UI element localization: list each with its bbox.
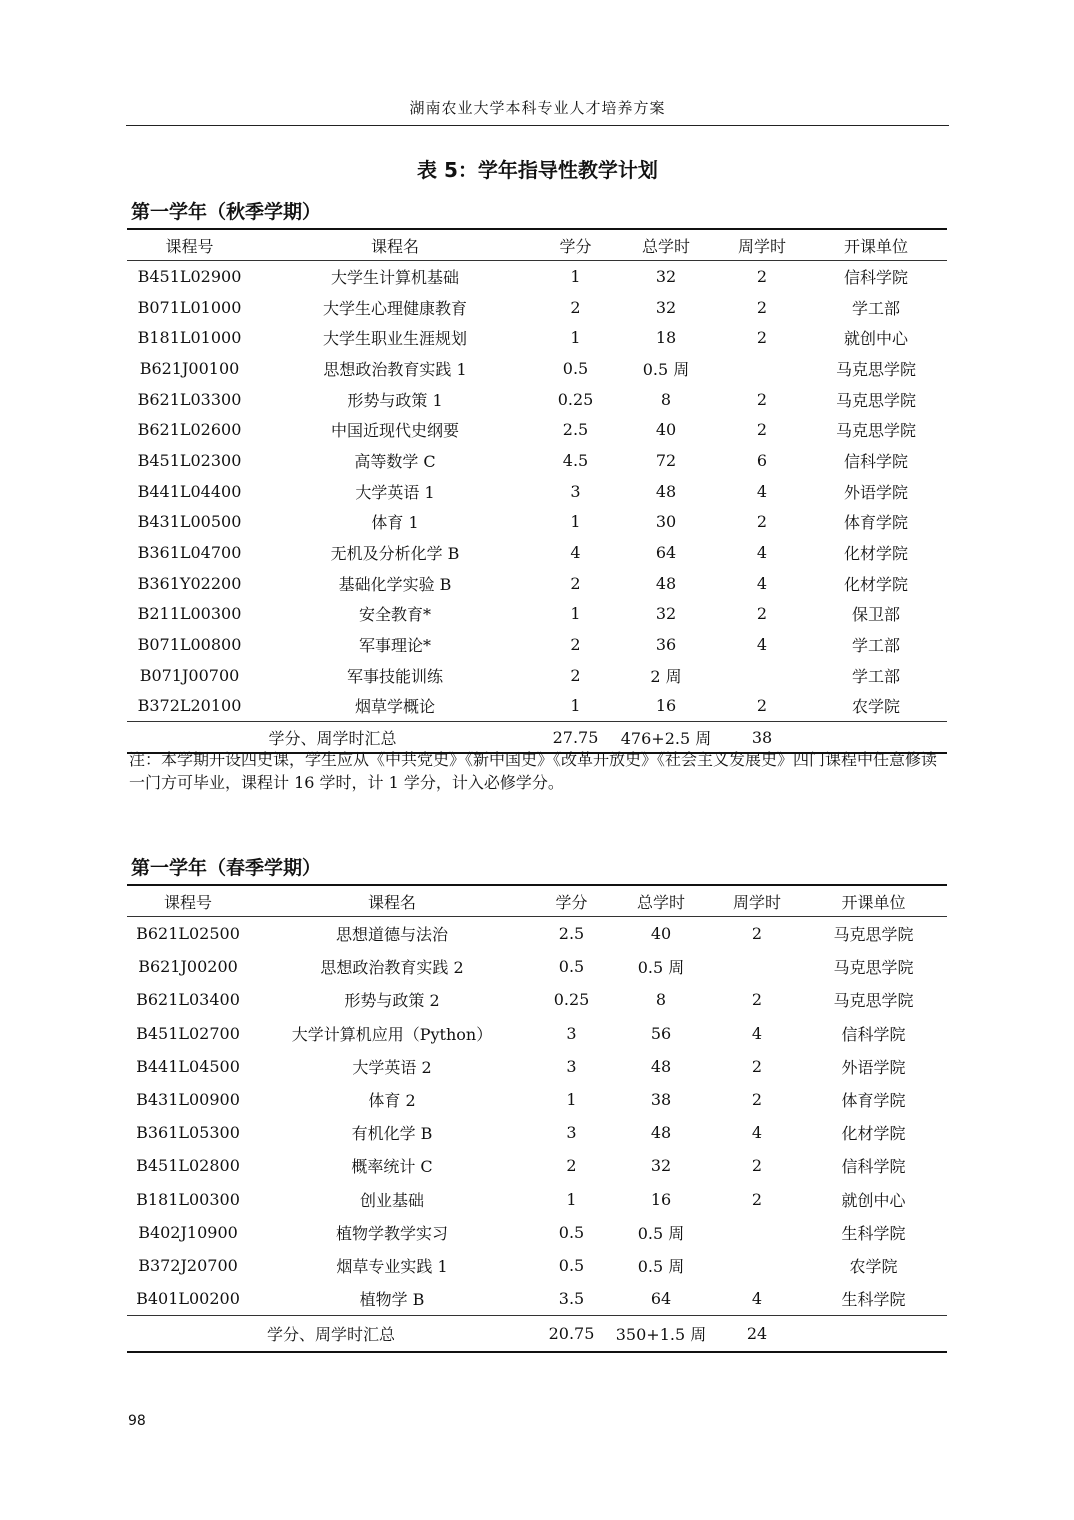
total-hours-cell: 38 bbox=[650, 1090, 672, 1110]
department-cell: 外语学院 bbox=[841, 1057, 906, 1077]
total-hours-cell: 8 bbox=[660, 389, 672, 409]
credits-cell: 0.5 bbox=[558, 957, 585, 977]
credits-cell: 2 bbox=[570, 297, 581, 317]
total-hours-cell: 40 bbox=[655, 420, 677, 440]
course-code-cell: B181L00300 bbox=[136, 1189, 240, 1209]
course-name-cell: 形势与政策 1 bbox=[347, 390, 443, 410]
credits-cell: 1 bbox=[566, 1090, 577, 1110]
table-row bbox=[127, 1017, 947, 1050]
department-cell: 农学院 bbox=[849, 1256, 898, 1276]
total-hours-cell: 48 bbox=[655, 573, 677, 593]
course-name-cell: 安全教育* bbox=[358, 605, 431, 625]
course-name-cell: 无机及分析化学 B bbox=[330, 544, 460, 564]
table-row bbox=[127, 568, 947, 599]
total-hours-cell: 30 bbox=[655, 512, 677, 532]
course-code-cell: B621L03300 bbox=[137, 389, 242, 409]
weekly-hours-cell: 2 bbox=[751, 1056, 763, 1076]
course-name-cell: 思想道德与法治 bbox=[335, 925, 448, 945]
course-code-cell: B451L02300 bbox=[137, 450, 242, 470]
course-name-cell: 烟草学概论 bbox=[354, 697, 435, 717]
credits-cell: 0.5 bbox=[558, 1255, 585, 1275]
weekly-hours-cell bbox=[714, 1216, 800, 1249]
table-row bbox=[127, 1149, 947, 1182]
course-code-cell: B181L01000 bbox=[137, 328, 242, 348]
table-row bbox=[127, 384, 947, 415]
col-header-department: 开课单位 bbox=[800, 885, 947, 917]
col-header-department: 开课单位 bbox=[805, 229, 947, 261]
table-row bbox=[127, 660, 947, 691]
department-cell: 外语学院 bbox=[843, 482, 908, 502]
credits-cell: 0.5 bbox=[562, 358, 589, 378]
course-code-cell: B451L02900 bbox=[137, 266, 242, 286]
table-row bbox=[127, 1116, 947, 1149]
credits-cell: 2 bbox=[570, 635, 581, 655]
weekly-hours-cell: 2 bbox=[756, 266, 768, 286]
department-cell: 体育学院 bbox=[841, 1091, 906, 1111]
weekly-hours-cell: 4 bbox=[756, 543, 768, 563]
course-code-cell: B621L03400 bbox=[136, 990, 240, 1010]
department-cell: 马克思学院 bbox=[833, 958, 914, 978]
total-hours-cell: 2 周 bbox=[650, 666, 682, 686]
course-code-cell: B071L01000 bbox=[137, 297, 242, 317]
table-row bbox=[127, 476, 947, 507]
course-code-cell: B071L00800 bbox=[137, 635, 242, 655]
department-cell: 马克思学院 bbox=[835, 421, 916, 441]
credits-cell: 1 bbox=[570, 604, 581, 624]
table-row bbox=[127, 1249, 947, 1282]
department-cell: 学工部 bbox=[851, 298, 900, 318]
weekly-hours-cell: 2 bbox=[756, 297, 768, 317]
total-hours-cell: 32 bbox=[655, 604, 677, 624]
total-hours-cell: 0.5 周 bbox=[637, 1256, 685, 1276]
course-name-cell: 基础化学实验 B bbox=[338, 574, 452, 594]
table-row bbox=[127, 322, 947, 353]
credits-cell: 2 bbox=[570, 665, 581, 685]
credits-cell: 3 bbox=[566, 1123, 577, 1143]
credits-cell: 1 bbox=[570, 266, 581, 286]
course-name-cell: 烟草专业实践 1 bbox=[336, 1256, 448, 1276]
department-cell: 马克思学院 bbox=[833, 925, 914, 945]
credits-cell: 1 bbox=[566, 1189, 577, 1209]
table-header-row bbox=[127, 885, 947, 917]
semester2-course-table bbox=[127, 884, 947, 1353]
weekly-hours-cell: 4 bbox=[751, 1023, 763, 1043]
table-row bbox=[127, 1282, 947, 1316]
weekly-hours-cell: 2 bbox=[756, 512, 768, 532]
course-code-cell: B621L02500 bbox=[136, 924, 240, 944]
semester2-title: 第一学年（春季学期） bbox=[131, 857, 322, 879]
weekly-hours-cell: 2 bbox=[756, 696, 768, 716]
total-hours-cell: 40 bbox=[650, 924, 672, 944]
table-title: 表 5：学年指导性教学计划 bbox=[417, 158, 658, 182]
credits-cell: 0.25 bbox=[553, 990, 590, 1010]
table-row bbox=[127, 537, 947, 568]
course-code-cell: B361L05300 bbox=[136, 1123, 240, 1143]
course-name-cell: 有机化学 B bbox=[351, 1124, 433, 1144]
weekly-hours-cell: 6 bbox=[756, 450, 768, 470]
total-hours-cell: 36 bbox=[655, 635, 677, 655]
table-row bbox=[127, 691, 947, 722]
running-header: 湖南农业大学本科专业人才培养方案 bbox=[409, 99, 666, 117]
course-code-cell: B071J00700 bbox=[139, 665, 240, 685]
course-name-cell: 思想政治教育实践 1 bbox=[323, 359, 467, 379]
course-code-cell: B431L00500 bbox=[137, 512, 242, 532]
department-cell: 信科学院 bbox=[841, 1157, 906, 1177]
department-cell: 信科学院 bbox=[843, 267, 908, 287]
course-name-cell: 思想政治教育实践 2 bbox=[320, 958, 464, 978]
total-hours-cell: 32 bbox=[655, 297, 677, 317]
summary-weekly-hours: 38 bbox=[719, 722, 805, 754]
table-row bbox=[127, 1050, 947, 1083]
course-name-cell: 体育 1 bbox=[371, 513, 419, 533]
col-header-weekly-hours: 周学时 bbox=[719, 229, 805, 261]
total-hours-cell: 32 bbox=[650, 1156, 672, 1176]
total-hours-cell: 32 bbox=[655, 266, 677, 286]
total-hours-cell: 48 bbox=[650, 1056, 672, 1076]
col-header-course-name: 课程名 bbox=[249, 885, 535, 917]
table-row bbox=[127, 1216, 947, 1249]
total-hours-cell: 16 bbox=[655, 696, 677, 716]
credits-cell: 3 bbox=[566, 1023, 577, 1043]
weekly-hours-cell bbox=[719, 353, 805, 384]
table-row bbox=[127, 950, 947, 983]
course-name-cell: 形势与政策 2 bbox=[344, 991, 440, 1011]
course-name-cell: 大学英语 1 bbox=[355, 482, 435, 502]
department-cell: 生科学院 bbox=[841, 1223, 906, 1243]
semester1-title: 第一学年（秋季学期） bbox=[131, 201, 322, 223]
table-row bbox=[127, 1083, 947, 1116]
course-code-cell: B621L02600 bbox=[137, 420, 242, 440]
table-row bbox=[127, 292, 947, 323]
weekly-hours-cell: 4 bbox=[756, 635, 768, 655]
page-number: 98 bbox=[128, 1413, 146, 1429]
department-cell: 马克思学院 bbox=[833, 991, 914, 1011]
credits-cell: 1 bbox=[570, 696, 581, 716]
table-header-row bbox=[127, 229, 947, 261]
course-code-cell: B361L04700 bbox=[137, 543, 242, 563]
course-code-cell: B211L00300 bbox=[137, 604, 242, 624]
table-row bbox=[127, 917, 947, 951]
summary-label: 学分、周学时汇总 bbox=[127, 1316, 535, 1353]
semester1-rows bbox=[127, 261, 947, 722]
table-row bbox=[127, 261, 947, 292]
course-name-cell: 创业基础 bbox=[359, 1190, 424, 1210]
table-row bbox=[127, 599, 947, 630]
credits-cell: 2 bbox=[566, 1156, 577, 1176]
total-hours-cell: 0.5 周 bbox=[642, 359, 690, 379]
total-hours-cell: 72 bbox=[655, 450, 677, 470]
course-name-cell: 高等数学 C bbox=[354, 451, 436, 471]
course-code-cell: B431L00900 bbox=[136, 1090, 240, 1110]
credits-cell: 1 bbox=[570, 328, 581, 348]
course-code-cell: B361Y02200 bbox=[137, 573, 242, 593]
course-name-cell: 大学生心理健康教育 bbox=[322, 298, 467, 318]
credits-cell: 3 bbox=[570, 481, 581, 501]
table-row bbox=[127, 629, 947, 660]
summary-label: 学分、周学时汇总 bbox=[127, 722, 538, 754]
credits-cell: 2.5 bbox=[562, 420, 589, 440]
total-hours-cell: 16 bbox=[650, 1189, 672, 1209]
course-name-cell: 体育 2 bbox=[368, 1091, 416, 1111]
department-cell: 生科学院 bbox=[841, 1290, 906, 1310]
col-header-weekly-hours: 周学时 bbox=[714, 885, 800, 917]
total-hours-cell: 8 bbox=[655, 990, 667, 1010]
summary-credits: 20.75 bbox=[535, 1316, 608, 1353]
table-row bbox=[127, 507, 947, 538]
course-code-cell: B451L02700 bbox=[136, 1023, 240, 1043]
summary-weekly-hours: 24 bbox=[714, 1316, 800, 1353]
weekly-hours-cell: 4 bbox=[751, 1123, 763, 1143]
weekly-hours-cell: 2 bbox=[756, 328, 768, 348]
col-header-credits: 学分 bbox=[535, 885, 608, 917]
col-header-course-code: 课程号 bbox=[127, 885, 249, 917]
semester2-rows bbox=[127, 917, 947, 1316]
course-name-cell: 大学英语 2 bbox=[352, 1057, 432, 1077]
summary-credits: 27.75 bbox=[538, 722, 613, 754]
total-hours-cell: 0.5 周 bbox=[637, 958, 685, 978]
table-row bbox=[127, 445, 947, 476]
weekly-hours-cell bbox=[714, 950, 800, 983]
weekly-hours-cell bbox=[719, 660, 805, 691]
department-cell: 马克思学院 bbox=[835, 359, 916, 379]
course-name-cell: 概率统计 C bbox=[351, 1157, 433, 1177]
course-code-cell: B441L04400 bbox=[137, 481, 242, 501]
weekly-hours-cell: 4 bbox=[756, 481, 768, 501]
credits-cell: 4.5 bbox=[562, 450, 589, 470]
total-hours-cell: 64 bbox=[650, 1289, 672, 1309]
course-name-cell: 军事理论* bbox=[358, 636, 431, 656]
course-code-cell: B372L20100 bbox=[137, 696, 242, 716]
total-hours-cell: 48 bbox=[650, 1123, 672, 1143]
course-code-cell: B451L02800 bbox=[136, 1156, 240, 1176]
course-code-cell: B621J00200 bbox=[138, 957, 238, 977]
semester1-course-table bbox=[127, 228, 947, 754]
semester1-note: 注：本学期开设四史课，学生应从《中共党史》《新中国史》《改革开放史》《社会主义发展史》四门课程中任意修读一门方可毕业，课程计 16 学时，计 1 学分，计入必修学分。 bbox=[129, 750, 938, 792]
department-cell: 就创中心 bbox=[843, 329, 908, 349]
course-name-cell: 中国近现代史纲要 bbox=[330, 421, 459, 441]
course-name-cell: 植物学 B bbox=[359, 1290, 425, 1310]
summary-total-hours: 476+2.5 周 bbox=[613, 722, 719, 754]
course-code-cell: B401L00200 bbox=[136, 1289, 240, 1309]
table-row bbox=[127, 353, 947, 384]
credits-cell: 3 bbox=[566, 1056, 577, 1076]
weekly-hours-cell: 2 bbox=[756, 420, 768, 440]
department-cell: 农学院 bbox=[851, 697, 900, 717]
department-cell: 保卫部 bbox=[851, 605, 900, 625]
credits-cell: 0.25 bbox=[557, 389, 594, 409]
weekly-hours-cell: 4 bbox=[751, 1289, 763, 1309]
credits-cell: 2.5 bbox=[558, 924, 585, 944]
table-row bbox=[127, 983, 947, 1016]
course-code-cell: B372J20700 bbox=[138, 1255, 238, 1275]
credits-cell: 0.5 bbox=[558, 1222, 585, 1242]
department-cell: 化材学院 bbox=[843, 574, 908, 594]
course-code-cell: B402J10900 bbox=[138, 1222, 238, 1242]
department-cell: 体育学院 bbox=[843, 513, 908, 533]
department-cell: 化材学院 bbox=[843, 544, 908, 564]
department-cell: 就创中心 bbox=[841, 1190, 906, 1210]
total-hours-cell: 64 bbox=[655, 543, 677, 563]
weekly-hours-cell: 2 bbox=[751, 990, 763, 1010]
summary-empty-cell bbox=[800, 1316, 947, 1353]
department-cell: 学工部 bbox=[851, 666, 900, 686]
weekly-hours-cell: 2 bbox=[751, 1156, 763, 1176]
weekly-hours-cell: 2 bbox=[751, 1090, 763, 1110]
department-cell: 马克思学院 bbox=[835, 390, 916, 410]
total-hours-cell: 56 bbox=[650, 1023, 672, 1043]
col-header-course-name: 课程名 bbox=[252, 229, 538, 261]
total-hours-cell: 48 bbox=[655, 481, 677, 501]
course-name-cell: 大学生计算机基础 bbox=[330, 267, 459, 287]
weekly-hours-cell: 2 bbox=[756, 389, 768, 409]
weekly-hours-cell: 2 bbox=[756, 604, 768, 624]
weekly-hours-cell: 2 bbox=[751, 924, 763, 944]
course-name-cell: 植物学教学实习 bbox=[335, 1223, 448, 1243]
table-row bbox=[127, 414, 947, 445]
credits-cell: 4 bbox=[570, 543, 581, 563]
summary-row bbox=[127, 1316, 947, 1353]
department-cell: 信科学院 bbox=[841, 1024, 906, 1044]
department-cell: 化材学院 bbox=[841, 1124, 906, 1144]
credits-cell: 3.5 bbox=[558, 1289, 585, 1309]
total-hours-cell: 0.5 周 bbox=[637, 1223, 685, 1243]
total-hours-cell: 18 bbox=[655, 328, 677, 348]
course-name-cell: 军事技能训练 bbox=[346, 666, 443, 686]
department-cell: 学工部 bbox=[851, 636, 900, 656]
col-header-course-code: 课程号 bbox=[127, 229, 252, 261]
course-name-cell: 大学计算机应用（Python） bbox=[291, 1024, 493, 1044]
course-code-cell: B441L04500 bbox=[136, 1056, 240, 1076]
col-header-credits: 学分 bbox=[538, 229, 613, 261]
summary-total-hours: 350+1.5 周 bbox=[608, 1316, 714, 1353]
credits-cell: 1 bbox=[570, 512, 581, 532]
weekly-hours-cell: 4 bbox=[756, 573, 768, 593]
col-header-total-hours: 总学时 bbox=[613, 229, 719, 261]
table-row bbox=[127, 1183, 947, 1216]
department-cell: 信科学院 bbox=[843, 451, 908, 471]
course-code-cell: B621J00100 bbox=[139, 358, 240, 378]
weekly-hours-cell: 2 bbox=[751, 1189, 763, 1209]
credits-cell: 2 bbox=[570, 573, 581, 593]
weekly-hours-cell bbox=[714, 1249, 800, 1282]
course-name-cell: 大学生职业生涯规划 bbox=[322, 329, 467, 349]
header-divider bbox=[126, 125, 949, 126]
col-header-total-hours: 总学时 bbox=[608, 885, 714, 917]
